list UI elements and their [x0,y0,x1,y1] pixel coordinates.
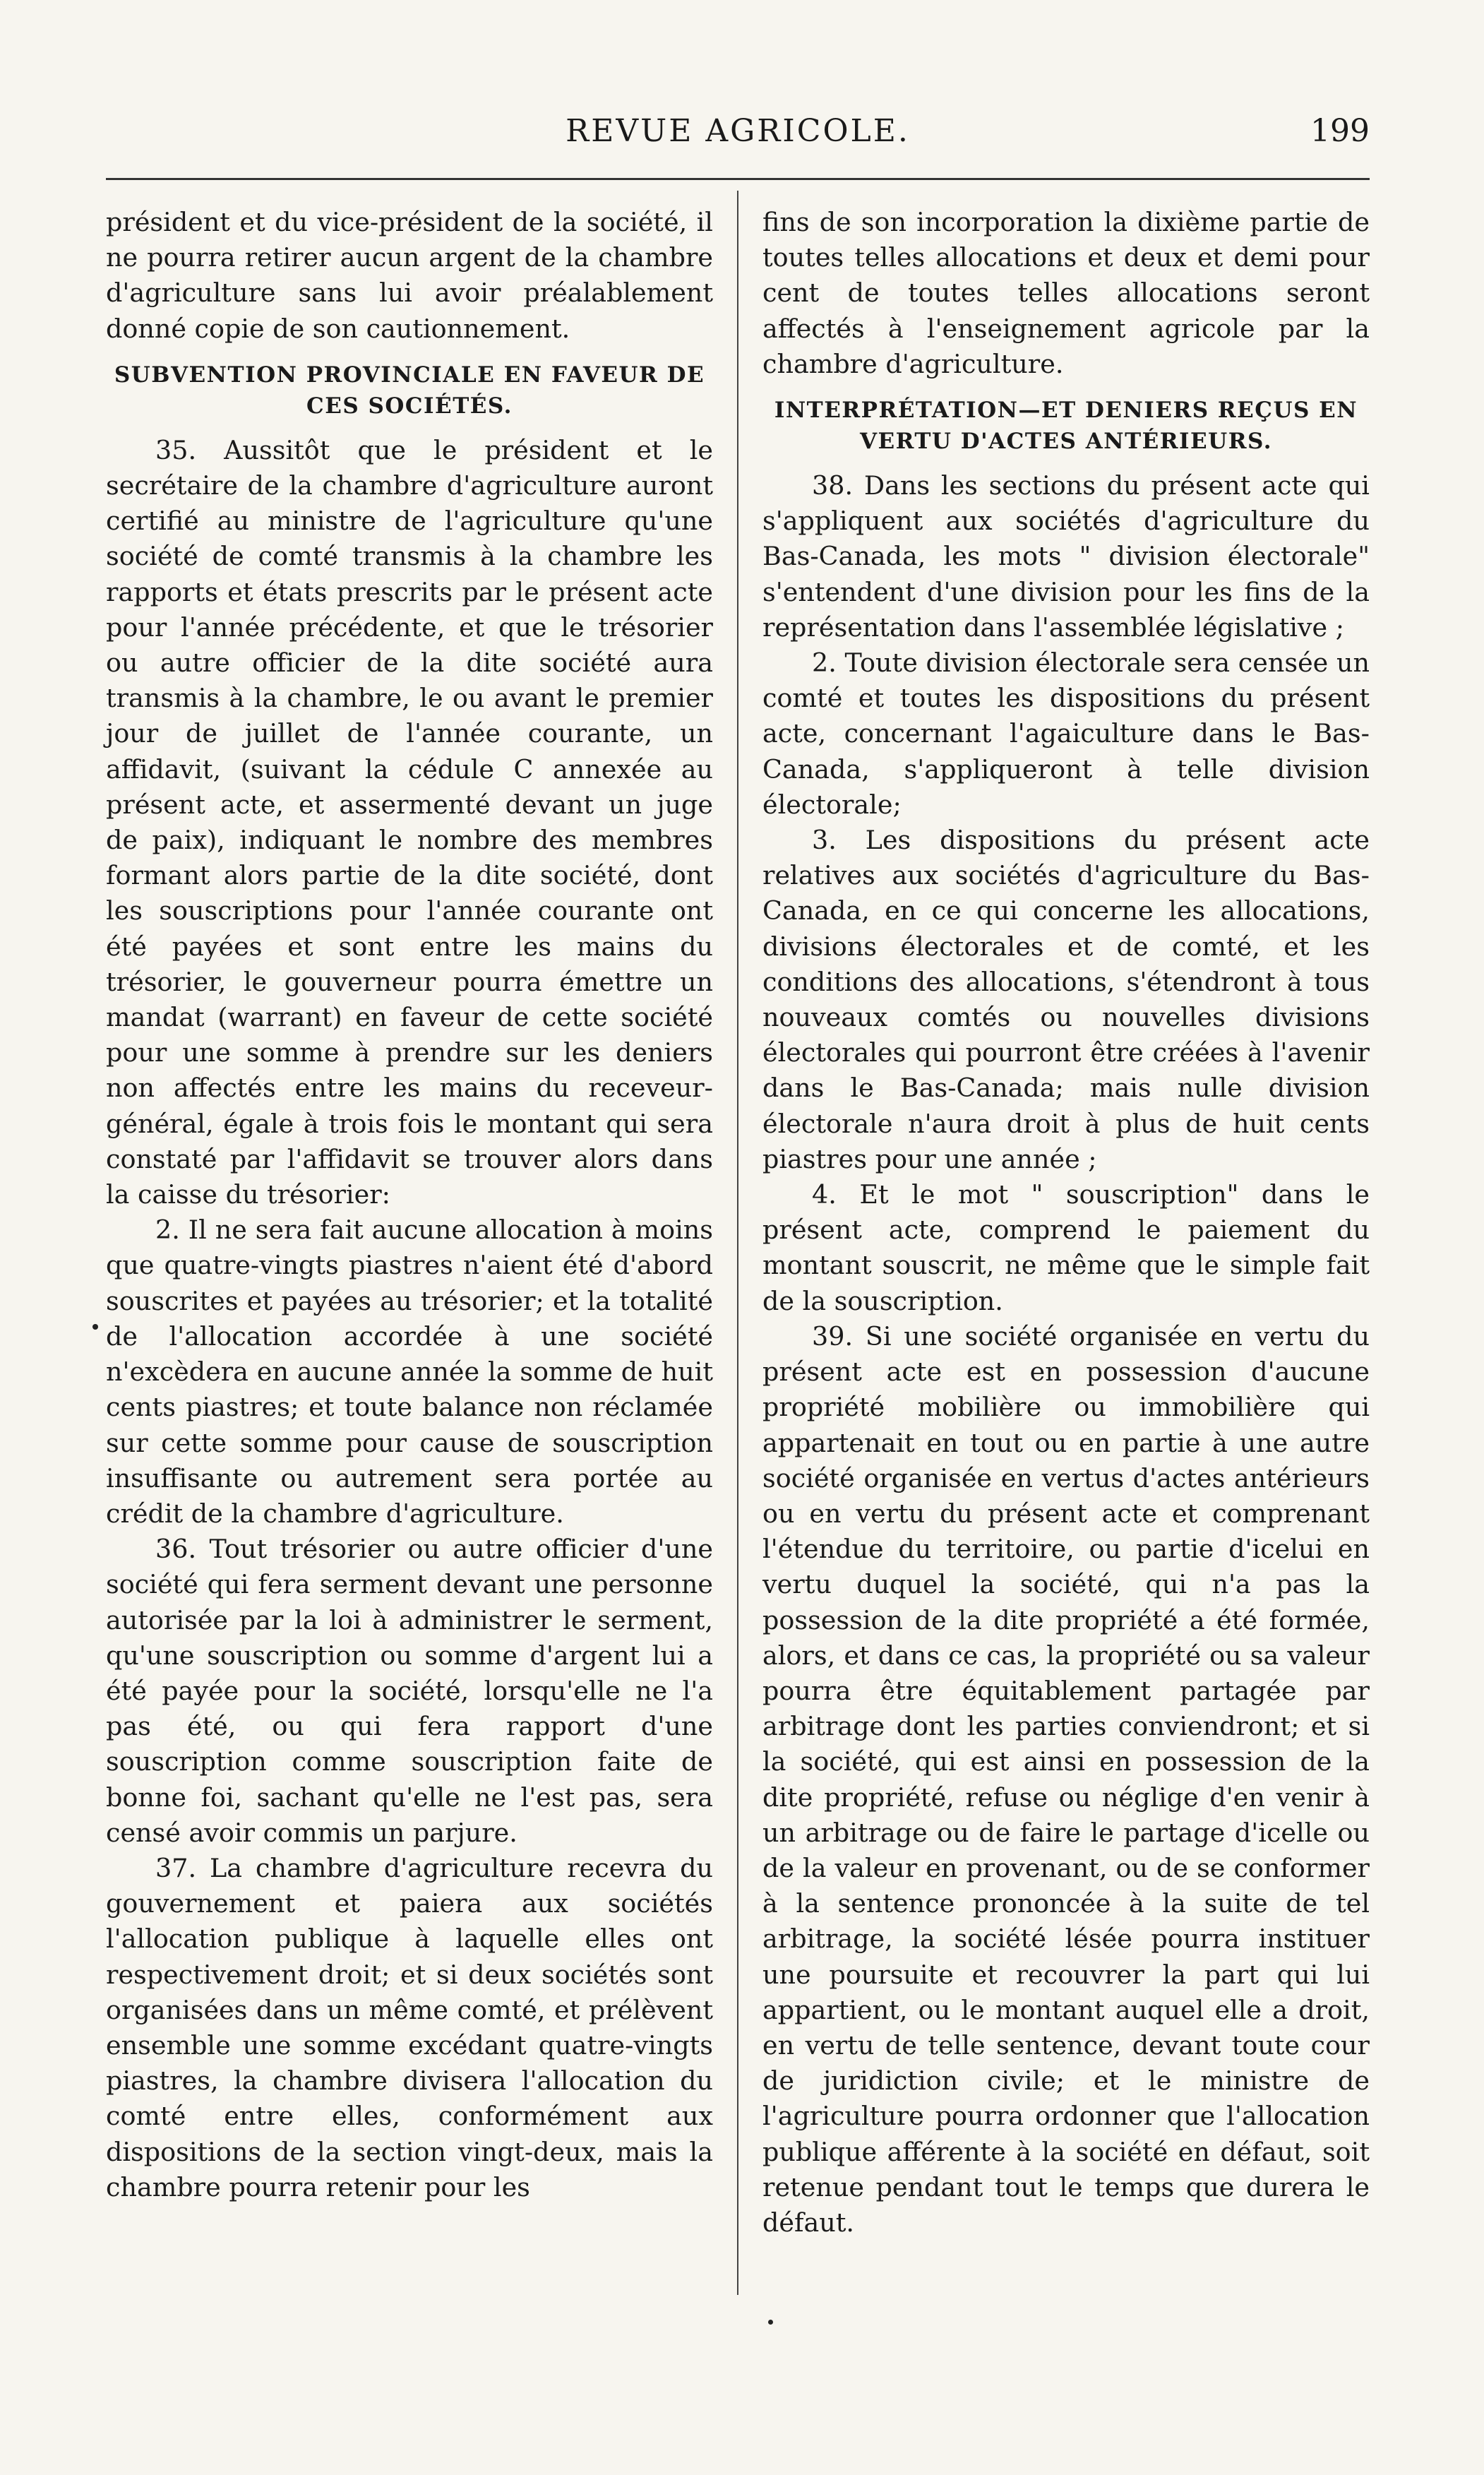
paragraph: 37. La chambre d'agriculture recevra du gouvernement et paiera aux sociétés l'allocation publique à laquelle elles ont respectivement droit; et si deux sociétés sont organisées dans un même comté, et prélèvent ensemble une somme excédant quatre-vingts piastres, la chambre divisera l'allocation du comté entre elles, conformément aux dispositions de la section vingt-deux, mais la chambre pourra retenir pour les [106,1852,713,2202]
paragraph: 35. Aussitôt que le président et le secrétaire de la chambre d'agriculture auront certifié au ministre de l'agriculture qu'une société de comté transmis à la chambre les rapports et états prescrits par le présent acte pour l'année précédente, et que le trésorier ou autre officier de la dite société aura transmis à la chambre, le ou avant le premier jour de juillet de l'année courante, un affidavit, (suivant la cédule C annexée au présent acte, et assermenté devant un juge de paix), indiquant le nombre des membres formant alors partie de la dite société, dont les souscriptions pour l'année courante ont été payées et sont entre les mains du trésorier, le gouverneur pourra émettre un mandat (warrant) en faveur de cette société pour une somme à prendre sur les deniers non affectés entre les mains du receveur-général, égale à trois fois le montant qui sera constaté par l'affidavit se trouver alors dans la caisse du trésorier: [106,434,713,1210]
paragraph: fins de son incorporation la dixième partie de toutes telles allocations et deux et demi pour cent de toutes telles allocations seront affectés à l'enseignement agricole par la chambre d'agriculture. [762,207,1370,379]
page-number: 199 [1310,113,1370,149]
section-heading: SUBVENTION PROVINCIALE EN FAVEUR DE CES SOCIÉTÉS. [114,362,705,419]
paragraph: 2. Il ne sera fait aucune allocation à moins que quatre-vingts piastres n'aient été d'abord souscrites et payées au trésorier; et la totalité de l'allocation accordée à une société n'excèdera en aucune année la somme de huit cents piastres; et toute balance non réclamée sur cette somme pour cause de souscription insuffisante ou autrement sera portée au crédit de la chambre d'agriculture. [106,1215,713,1529]
paragraph: président et du vice-président de la société, il ne pourra retirer aucun argent de la chambre d'agriculture sans lui avoir préalablement donné copie de son cautionnement. [106,207,713,344]
paragraph: 39. Si une société organisée en vertu du présent acte est en possession d'aucune propriété mobilière ou immobilière qui appartenait en tout ou en partie à une autre société organisée en vertus d'actes antérieurs ou en vertu du présent acte et comprenant l'étendue du territoire, ou partie d'icelui en vertu duquel la société, qui n'a pas la possession de la dite propriété a été formée, alors, et dans ce cas, la propriété ou sa valeur pourra être équitablement partagée par arbitrage dont les parties conviendront; et si la société, qui est ainsi en possession de la dite propriété, refuse ou néglige d'en venir à un arbitrage ou de faire le partage d'icelle ou de la valeur en provenant, ou de se conformer à la sentence prononcée à la suite de tel arbitrage, la société lésée pourra instituer une poursuite et recouvrer la part qui lui appartient, ou le montant auquel elle a droit, en vertu de telle sentence, devant toute cour de juridiction civile; et le ministre de l'agriculture pourra ordonner que l'allocation publique afférente à la société en défaut, soit retenue pendant tout le temps que durera le défaut. [762,1320,1370,2238]
paragraph: 38. Dans les sections du présent acte qui s'appliquent aux sociétés d'agriculture du Bas-Canada, les mots " division électorale" s'entendent d'une division pour les fins de la représentation dans l'assemblée législative ; [762,470,1370,643]
paragraph: 2. Toute division électorale sera censée un comté et toutes les dispositions du présent acte, concernant l'agaiculture dans le Bas-Canada, s'appliqueront à telle division électorale; [762,648,1370,820]
paragraph: 4. Et le mot " souscription" dans le présent acte, comprend le paiement du montant souscrit, ne même que le simple fait de la souscription. [762,1179,1370,1316]
column-divider [737,191,738,2295]
left-column [106,205,713,2205]
header-rule [106,178,1370,180]
right-column [762,205,1370,2241]
running-title: REVUE AGRICOLE. [566,113,910,149]
paragraph: 36. Tout trésorier ou autre officier d'une société qui fera serment devant une personne autorisée par la loi à administrer le serment, qu'une souscription ou somme d'argent lui a été payée pour la société, lorsqu'elle ne l'a pas été, ou qui fera rapport d'une souscription comme souscription faite de bonne foi, sachant qu'elle ne l'est pas, sera censé avoir commis un parjure. [106,1534,713,1848]
paragraph: 3. Les dispositions du présent acte relatives aux sociétés d'agriculture du Bas-Canada, en ce qui concerne les allocations, divisions électorales et de comté, et les conditions des allocations, s'étendront à tous nouveaux comtés ou nouvelles divisions électorales qui pourront être créées à l'avenir dans le Bas-Canada; mais nulle division électorale n'aura droit à plus de huit cents piastres pour une année ; [762,825,1370,1174]
section-heading: INTERPRÉTATION—ET DENIERS REÇUS EN VERTU D'ACTES ANTÉRIEURS. [774,398,1358,455]
page-header [106,113,1370,162]
margin-mark [92,1324,98,1330]
ink-speck [768,2320,773,2325]
